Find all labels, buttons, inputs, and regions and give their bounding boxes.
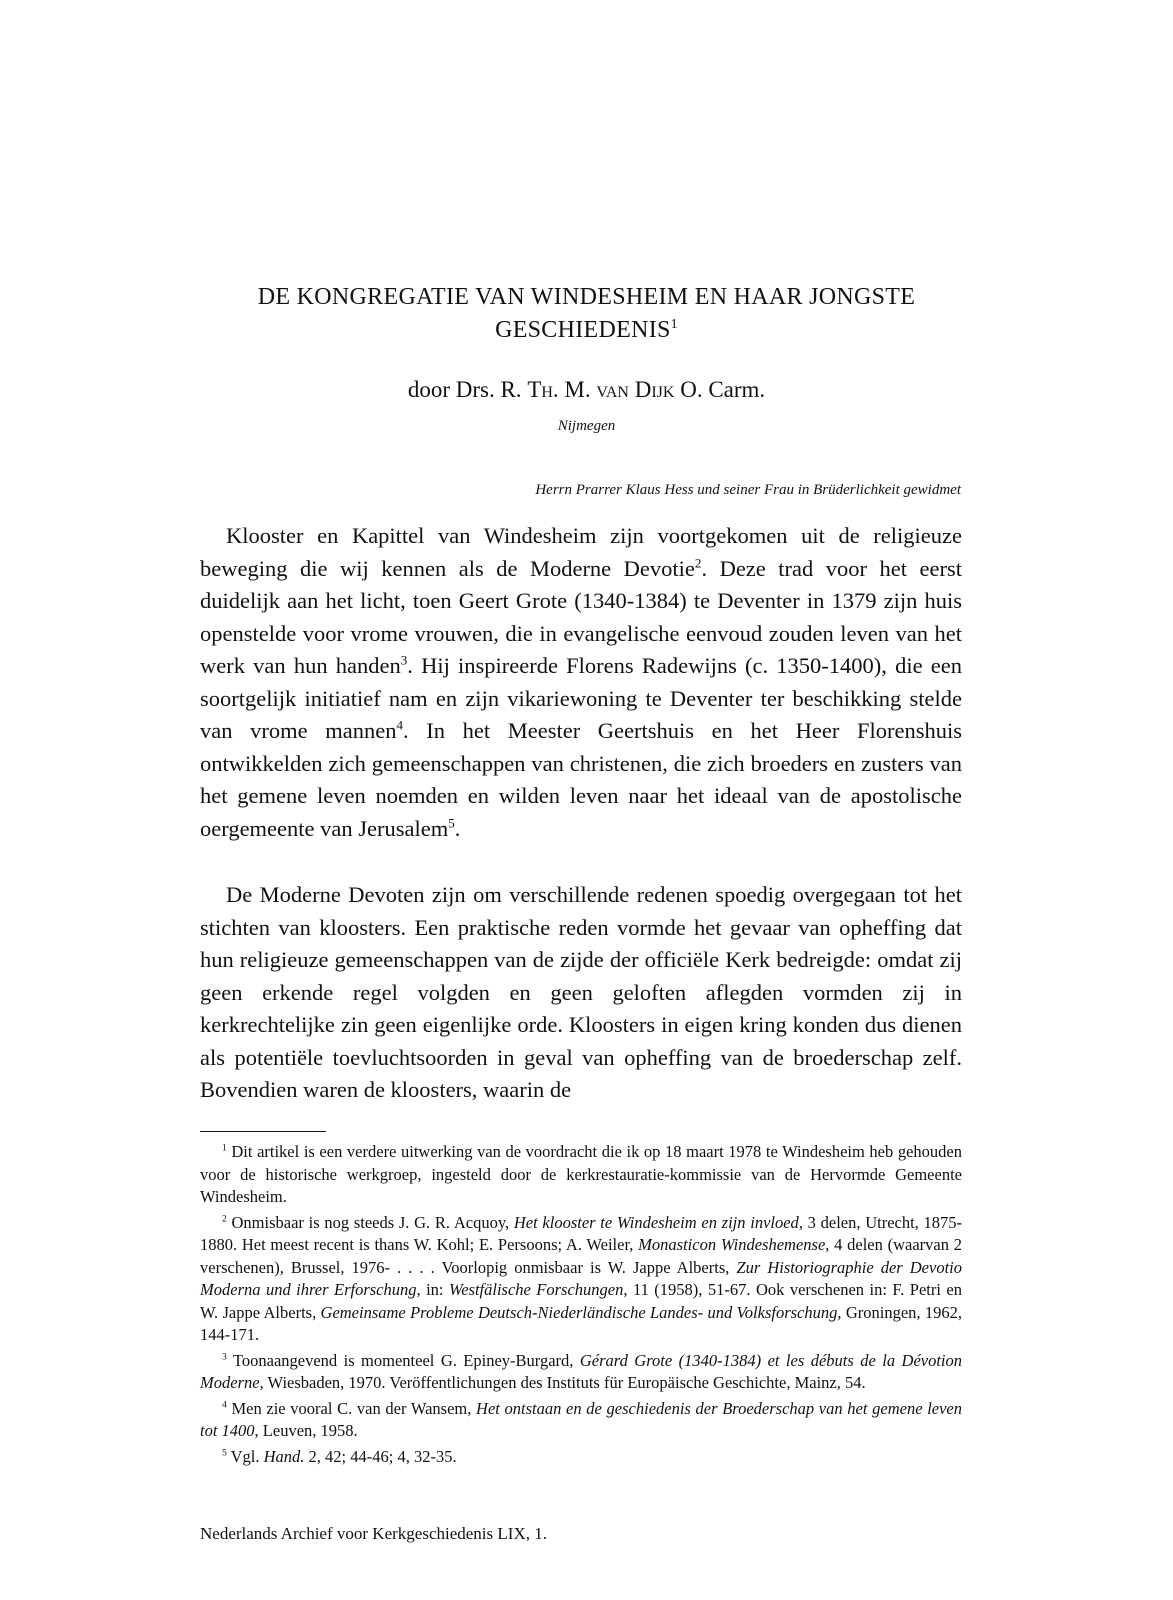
footnote-2 <box>200 1212 962 1347</box>
footnote-mark: 3 <box>222 1351 227 1362</box>
footnote-italic: Zur Historiographie der Devotio Moderna und ihrer Erforschung <box>200 1257 962 1299</box>
author-line <box>150 375 1023 405</box>
body-paragraph-2 <box>200 879 962 1107</box>
footnote-5 <box>200 1446 962 1469</box>
footnote-italic: Het ontstaan en de geschiedenis der Broederschap van het gemene leven tot 1400 <box>200 1398 962 1440</box>
p1-text-2: . Deze trad voor het eerst duidelijk aan het licht, toen Geert Grote (1340-1384) te Deventer in 1379 zijn huis openstelde voor vrome vrouwen, die in evangelische eenvoud zouden leven van het werk van hun handen <box>200 555 962 678</box>
footnote-ref-5: 5 <box>448 815 455 830</box>
footnote-text: , Leuven, 1958. <box>254 1421 358 1440</box>
footnote-italic: Gemeinsame Probleme Deutsch-Niederländische Landes- und Volksforschung <box>320 1302 838 1322</box>
author-suffix: O. Carm. <box>674 377 766 402</box>
article-title-line-2 <box>150 313 1023 347</box>
p2-text: De Moderne Devoten zijn om verschillende redenen spoedig overgegaan tot het stichten van kloosters. Een praktische reden vormde het gevaar van opheffing dat hun religieuze gemeenschappen van de zijde der officiële Kerk bedreigde: omdat zij geen erkende regel volgden en geen geloften aflegden vormden zij in kerkrechtelijke zin geen eigenlijke orde. Kloosters in eigen kring konden dus dienen als potentiële toevluchtsoorden in geval van opheffing van de broederschap zelf. Bovendien waren de kloosters, waarin de <box>200 882 962 1102</box>
author-place: Nijmegen <box>557 418 616 434</box>
footnote-text: , 11 (1958), 51-67. Ook verschenen in: F. Petri en W. Jappe Alberts, <box>200 1280 962 1322</box>
footnote-ref-4: 4 <box>396 717 403 733</box>
footnote-ref-2: 2 <box>694 555 702 570</box>
footnote-text: , in: <box>416 1280 449 1299</box>
footnote-1 <box>200 1141 962 1209</box>
footnote-mark: 5 <box>222 1447 227 1458</box>
footnote-italic: Westfälische Forschungen <box>448 1280 624 1299</box>
footnotes <box>200 1141 962 1468</box>
footnote-mark: 1 <box>222 1142 227 1154</box>
article-title-line-1: DE KONGREGATIE VAN WINDESHEIM EN HAAR JONGSTE <box>257 284 916 310</box>
p1-text-4: . In het Meester Geertshuis en het Heer Florenshuis ontwikkelden zich gemeenschappen van christenen, die zich broeders en zusters van het gemene leven noemden en wilden leven naar het ideaal van de apostolische oergemeente van Jerusalem <box>200 718 962 841</box>
footnote-3 <box>200 1350 962 1395</box>
author-th: Th. <box>527 377 559 402</box>
author-prefix: door Drs. R. <box>407 377 528 402</box>
footnote-text: Vgl. <box>230 1446 264 1466</box>
dedication: Herrn Prarrer Klaus Hess und seiner Frau in Brüderlichkeit gewidmet <box>535 482 961 498</box>
body-paragraph-1 <box>200 520 962 845</box>
footnote-italic: Monasticon Windeshemense <box>638 1235 826 1254</box>
footnote-italic: Hand. <box>263 1446 305 1466</box>
footnote-text: , 4 delen (waarvan 2 verschenen), Brussel, 1976- . . . . Voorlopig onmisbaar is W. Jappe Alberts, <box>200 1235 962 1277</box>
footnote-text: , Groningen, 1962, 144-171. <box>200 1302 962 1344</box>
footnote-text: , 3 delen, Utrecht, 1875-1880. Het meest recent is thans W. Kohl; E. Persoons; A. Weiler, <box>200 1212 963 1254</box>
p1-text-1: Klooster en Kapittel van Windesheim zijn voortgekomen uit de religieuze beweging die wij kennen als de Moderne Devotie <box>200 523 962 581</box>
footnote-text: Onmisbaar is nog steeds J. G. R. Acquoy, <box>231 1212 514 1232</box>
footnote-separator <box>200 1131 326 1132</box>
footnote-ref-3: 3 <box>400 652 408 668</box>
footnote-text: Men zie vooral C. van der Wansem, <box>231 1398 477 1418</box>
footnote-italic: Gérard Grote (1340-1384) et les débuts de la Dévotion Moderne <box>200 1350 963 1392</box>
footnote-ref-1: 1 <box>670 317 678 332</box>
footnote-mark: 2 <box>222 1213 227 1224</box>
footnote-text: 2, 42; 44-46; 4, 32-35. <box>304 1446 457 1466</box>
p1-text-3: . Hij inspireerde Florens Radewijns (c. 1350-1400), die een soortgelijk initiatief nam en zijn vikariewoning te Deventer ter beschikking stelde van vrome mannen <box>200 653 962 743</box>
footnote-mark: 4 <box>222 1399 227 1410</box>
footnote-text: Dit artikel is een verdere uitwerking van de voordracht die ik op 18 maart 1978 te Windesheim heb gehouden voor de historische werkgroep, ingesteld door de kerkrestauratie-kommissie van de Hervormde Gemeente Windesheim. <box>200 1142 963 1206</box>
author-surname: van Dijk <box>596 377 675 402</box>
footnote-italic: Het klooster te Windesheim en zijn invloed <box>513 1212 799 1232</box>
footnote-text: , Wiesbaden, 1970. Veröffentlichungen des Instituts für Europäische Geschichte, Mainz, 54. <box>259 1373 866 1392</box>
author-middle: M. <box>558 377 597 402</box>
p1-text-5: . <box>454 815 461 841</box>
journal-footer: Nederlands Archief voor Kerkgeschiedenis LIX, 1. <box>200 1524 547 1543</box>
footnote-text: Toonaangevend is momenteel G. Epiney-Burgard, <box>232 1350 580 1370</box>
article-title-text: GESCHIEDENIS <box>495 317 671 343</box>
footnote-4 <box>200 1398 962 1443</box>
